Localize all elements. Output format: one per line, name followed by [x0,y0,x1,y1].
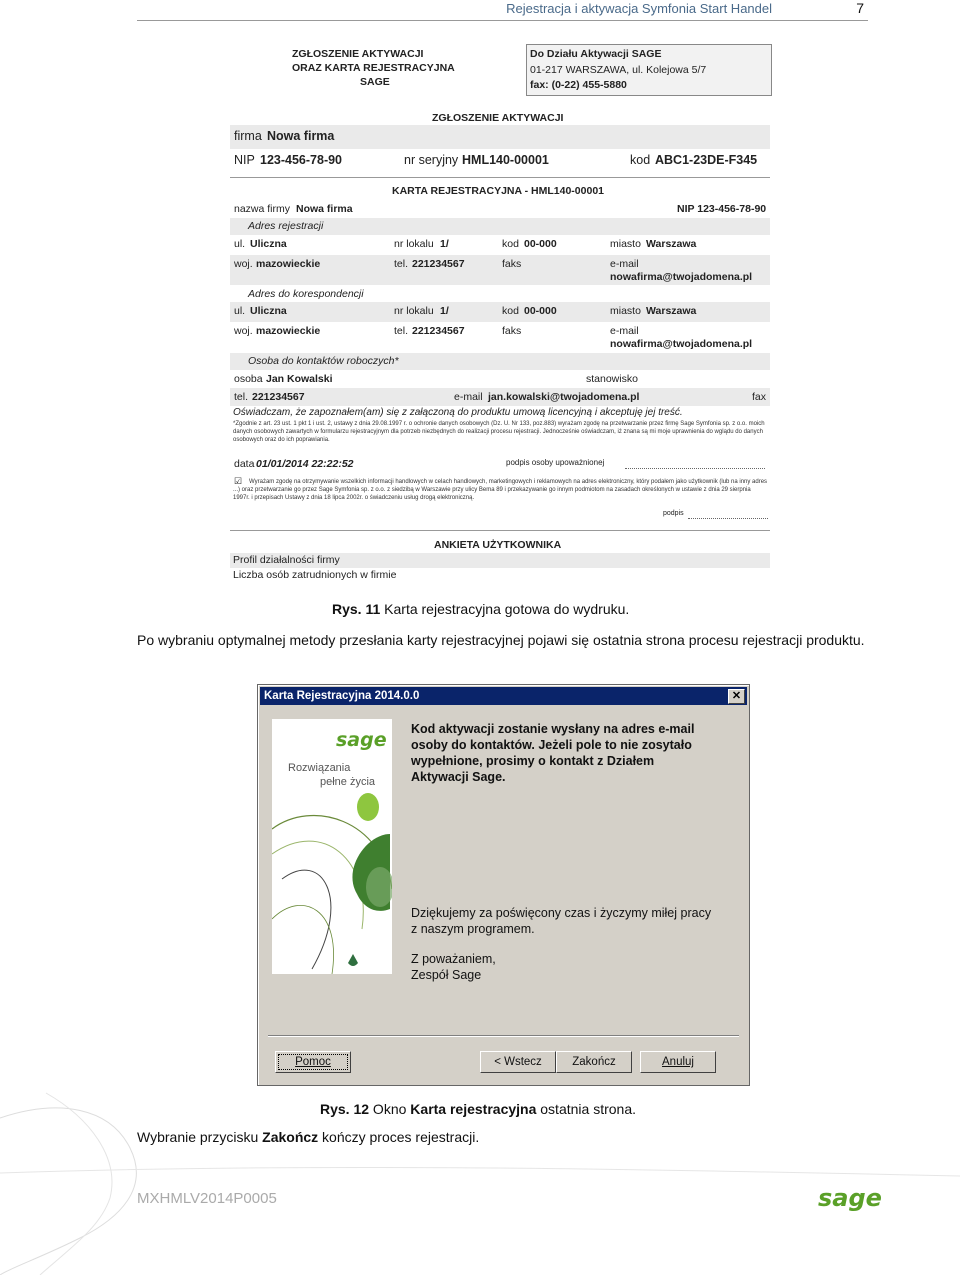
divider [230,177,770,178]
fine-print-2: Wyrażam zgodę na otrzymywanie wszelkich informacji handlowych w celach handlowych, marketingowych i reklamowych na adres elektroniczny, który podałem jako użytkownik (lub na inny adres ...) oraz przetwarzanie go przez Sage Symfonia sp. z o.o. z siedzibą w Warszawie przy ulicy Bema 89 i przekazywanie go innym podmiotom na zasadach określonych w ustawie z dnia 29 sierpnia 1997r. i przepisach Ustawy z dnia 18 lipca 2002r. o świadczeniu usług drogą elektroniczną. [233,479,768,501]
podpis: podpis [663,510,684,517]
miasto-label: miasto [610,305,641,317]
row-woj [230,255,770,285]
osoba-heading: Osoba do kontaktów roboczych* [248,355,399,367]
caption-fig12-bold: Karta rejestracyjna [410,1101,537,1117]
row-profil [230,553,770,568]
fax-label: fax [752,391,767,403]
close-icon[interactable]: ✕ [728,689,745,704]
signoff-message [411,951,496,983]
signature-line-2 [688,518,768,519]
caption-fig12-end: ostatnia strona. [536,1101,636,1117]
kodp-label: kod [502,305,519,317]
nazwa-value: Nowa firma [296,203,353,215]
section-activation: ZGŁOSZENIE AKTYWACJI [432,112,564,124]
caption-fig12-number: Rys. 12 [320,1101,370,1117]
row-osoba [230,370,770,388]
page-header [137,0,868,21]
miasto-label: miasto [610,238,641,250]
email2-label: e-mail [454,391,483,403]
liczba-label: Liczba osób zatrudnionych w firmie [233,569,397,581]
tel2-value: 221234567 [252,391,305,403]
row-liczba [230,568,770,583]
tagline-line-2: pełne życia [320,776,376,788]
tel2-label: tel. [234,391,249,403]
divider [230,530,770,531]
lokal-label: nr lokalu [394,238,434,250]
adres-kor-heading: Adres do korespondencji [248,288,364,300]
header-title: Rejestracja i aktywacja Symfonia Start Handel [506,1,772,16]
kodp-value: 00-000 [524,305,557,317]
row-firma [230,125,770,149]
ul-value: Uliczna [250,238,287,250]
message-line: Aktywacji Sage. [411,770,506,784]
row-osoba-heading [230,353,770,370]
tel-value: 221234567 [412,325,465,337]
row-ul-2 [230,302,770,322]
lokal-value: 1/ [440,238,449,250]
email-value: nowafirma@twojadomena.pl [610,338,753,350]
faks-label: faks [502,325,522,337]
email2-value: jan.kowalski@twojadomena.pl [488,391,640,403]
leaf-decoration-icon [272,719,392,974]
caption-fig12 [320,1101,636,1117]
osoba-label: osoba [234,373,263,385]
closing-pre: Wybranie przycisku [137,1129,263,1145]
cancel-button[interactable]: Anuluj [640,1051,716,1073]
woj-value: mazowieckie [256,258,321,270]
miasto-value: Warszawa [646,238,697,250]
addr-line-3: fax: (0-22) 455-5880 [530,79,627,91]
help-button[interactable]: Pomoc [275,1051,351,1073]
activation-message [411,721,694,785]
podpis-osoby: podpis osoby upoważnionej [506,458,605,467]
message-line: osoby do kontaktów. Jeżeli pole to nie zosytało [411,738,692,752]
row-tel2 [230,388,770,406]
address-box [526,44,772,96]
form-heading-1: ZGŁOSZENIE AKTYWACJI [292,48,424,60]
closing-bold: Zakończ [262,1129,319,1145]
row-adres-kor [230,285,770,302]
serial-label: nr seryjny [404,153,459,167]
fine-print-1: *Zgodnie z art. 23 ust. 1 pkt 1 i ust. 2, ustawy z dnia 29.08.1997 r. o ochronie danych osobowych (Dz. U. Nr 133, poz.883) wyrażam zgodę na przetwarzanie przez firmę Sage Symfonia sp. z o.o. moich danych osobowych zawartych w formularzu rejestracyjnym dla potrzeb niezbędnych do realizacji procesu rejestracji. Jednocześnie oświadczam, iż znana są mi moje uprawnienia do wglądu do danych osobowych oraz do ich poprawiania. [233,421,765,443]
section-card: KARTA REJESTRACYJNA - HML140-00001 [392,185,604,197]
section-survey: ANKIETA UŻYTKOWNIKA [434,539,562,551]
ul-label: ul. [234,305,246,317]
message-line: Kod aktywacji zostanie wysłany na adres e-mail [411,722,695,736]
nip-label: NIP [234,153,255,167]
nip-value: 123-456-78-90 [260,153,343,167]
lokal-value: 1/ [440,305,449,317]
declaration: Oświadczam, że zapoznałem(am) się z załączoną do produktu umową licencyjną i akceptuję jej treść. [233,407,683,418]
firma-label: firma [234,129,262,143]
caption-fig12-text: Okno [369,1101,411,1117]
data-label: data [234,458,255,470]
tel-value: 221234567 [412,258,465,270]
dialog-title: Karta Rejestracyjna 2014.0.0 [264,690,420,702]
row-nip [230,149,770,171]
registration-dialog [257,684,750,1086]
ul-label: ul. [234,238,246,250]
faks-label: faks [502,258,522,270]
firma-value: Nowa firma [267,129,335,143]
signature-line [625,468,765,469]
row-nazwa [230,200,770,218]
woj-label: woj. [234,258,253,270]
serial-value: HML140-00001 [462,153,549,167]
registration-form-image [230,40,775,588]
email-label: e-mail [610,325,639,337]
kod-label: kod [630,153,651,167]
tel-label: tel. [394,258,409,270]
message-line: Z poważaniem, [411,952,496,966]
closing-post: kończy proces rejestracji. [318,1129,480,1145]
row-woj-2 [230,322,770,352]
sage-logo: sage [336,729,387,751]
caption-fig11-number: Rys. 11 [332,601,381,617]
nazwa-label: nazwa firmy [234,203,291,215]
closing-sentence [137,1129,479,1145]
thanks-message [411,905,711,937]
tagline-line-1: Rozwiązania [288,762,351,774]
kodp-label: kod [502,238,519,250]
footer-sage-logo: sage [818,1184,882,1212]
document-code: MXHMLV2014P0005 [137,1190,277,1207]
message-line: Zespół Sage [411,968,482,982]
dialog-separator [268,1035,739,1037]
miasto-value: Warszawa [646,305,697,317]
profil-label: Profil działalności firmy [233,554,340,566]
message-line: Dziękujemy za poświęcony czas i życzymy miłej pracy [411,906,712,920]
row-ul [230,235,770,255]
page-number: 7 [856,0,864,16]
ul-value: Uliczna [250,305,287,317]
stanowisko-label: stanowisko [586,373,638,385]
form-heading-2: ORAZ KARTA REJESTRACYJNA [292,62,455,74]
sage-banner-panel [272,719,392,974]
email-value: nowafirma@twojadomena.pl [610,271,753,283]
addr-line-2: 01-217 WARSZAWA, ul. Kolejowa 5/7 [530,64,707,76]
finish-button[interactable]: Zakończ [556,1051,632,1073]
adres-rej-heading: Adres rejestracji [248,220,324,232]
kod-value: ABC1-23DE-F345 [655,153,758,167]
message-line: wypełnione, prosimy o kontakt z Działem [411,754,655,768]
woj-value: mazowieckie [256,325,321,337]
row-adres-rej [230,218,770,235]
osoba-value: Jan Kowalski [266,373,333,385]
nip2-value: NIP 123-456-78-90 [677,203,767,215]
email-label: e-mail [610,258,639,270]
kodp-value: 00-000 [524,238,557,250]
form-heading-3: SAGE [360,76,390,88]
caption-fig11-text: Karta rejestracyjna gotowa do wydruku. [380,601,630,617]
tel-label: tel. [394,325,409,337]
addr-line-1: Do Działu Aktywacji SAGE [530,48,662,60]
body-paragraph: Po wybraniu optymalnej metody przesłania karty rejestracyjnej pojawi się ostatnia strona procesu rejestracji produktu. [137,632,865,648]
back-button[interactable]: < Wstecz [480,1051,556,1073]
message-line: z naszym programem. [411,922,535,936]
dialog-titlebar [260,687,747,705]
checkbox-icon: ☑ [234,476,243,486]
caption-fig11 [332,601,629,617]
data-value: 01/01/2014 22:22:52 [256,458,354,470]
woj-label: woj. [234,325,253,337]
lokal-label: nr lokalu [394,305,434,317]
